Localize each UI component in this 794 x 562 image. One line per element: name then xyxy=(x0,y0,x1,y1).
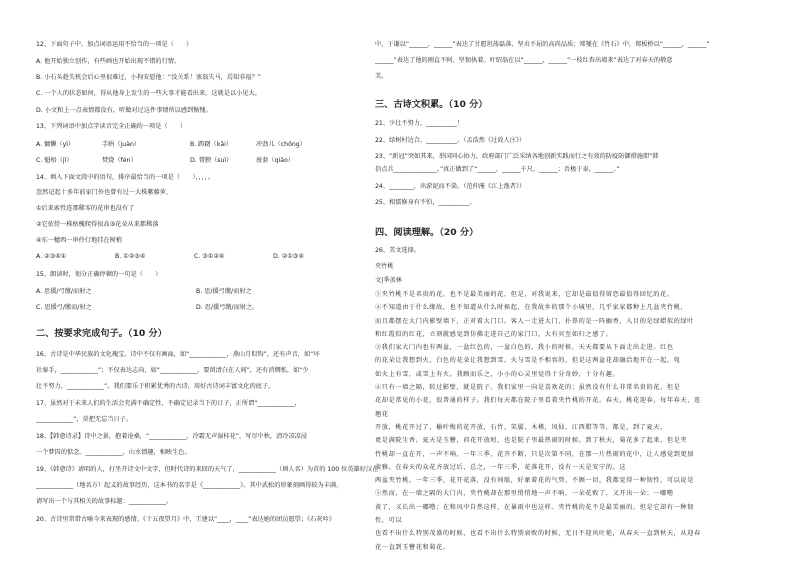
q15-option-d: D. 思/援弓缴/而射之。 xyxy=(196,304,259,311)
essay-author: 文|季羡林 xyxy=(375,277,402,284)
q13-d2: 废套（qiāo） xyxy=(256,157,294,164)
q19-line-2: ____________（地名方）起义的故事经历，这本书的名字是《____________》。其中武松的形象刻画得较为丰满， xyxy=(36,482,343,489)
q20-cont-line-1: 中，于谦以“______，______”表达了甘愿坦荡磊落、坚贞不屈的高尚品质；郑燮在《竹石》中，郑板桥以“______，______” xyxy=(375,41,710,48)
q13-a2: 手绢（juàn） xyxy=(102,141,141,148)
q13-row-2 xyxy=(36,155,294,164)
q12-option-d: D. 小文和上一点表情都没有，听做对过这件事情所以感到惭愧。 xyxy=(36,107,212,114)
q12-option-a: A. 他开始独立创作，有些画也开始出现不错的行情。 xyxy=(36,58,181,65)
q13-a1: A. 慵懒（yì） xyxy=(36,141,75,148)
q20-line-1: 20、古诗里常借古喻今来表现的感情。《十五夜望月》中，王建以“____，____”表达她的团员愿望；《石灰吟》 xyxy=(36,516,335,523)
q14-line-1: 忽然记起十多年前家门外也曾有过一大株紫藤萝， xyxy=(36,189,173,196)
q15-stem: 15、朗读时，划分正确停顿的一句是（ ） xyxy=(36,271,162,278)
q13-b1: B. 踌躇（kāi） xyxy=(190,141,233,148)
q16-line-3: 壮不努力，____________”。我们要乐于积累优秀的古诗，用好古诗词丰富文化的底子。 xyxy=(36,383,275,390)
essay-line: 竹桃却一直在开，一声不响，一年三季，花开不断，只是次第不同，在那一片热闹的花中，让人感觉到更加 xyxy=(375,450,695,458)
essay-line: 开放，桃花开过了，榆叶梅的花开放，石竹，笑靥，木槿，凤仙，江西腊等等，都是，到了夏天， xyxy=(375,423,667,431)
q14-line-4: ④东一穗西一串伶仃地挂在树梢 xyxy=(36,237,122,244)
q13-c1: C. 魁梧（jì） xyxy=(36,157,73,164)
essay-line: 两盆夹竹桃，一年三季，花开花落，没有间歇，好象着花的气势，不顾一切，我都觉得一种韧性，可以说是 xyxy=(375,477,695,485)
essay-line: ③我们家大门内也有两盆，一盆红色的，一盆白色的，我小的时候，天天都要从下面走出走进。红色 xyxy=(375,344,674,352)
q22: 22、绿树村边合，__________。（孟浩然《过故人庄》） xyxy=(375,137,526,144)
q14-line-3: ②它依傍一株枯槐爬得很高③花朵从来都稀落 xyxy=(36,221,159,228)
section-3-heading: 三、古诗文积累。（10 分） xyxy=(375,99,488,110)
essay-body xyxy=(375,288,705,554)
q13-b2: 冲劲儿（chōng） xyxy=(256,141,306,148)
q14-option-c: C. ③①②④ xyxy=(194,253,225,260)
q25: 25、相儒修身有不怕，__________。 xyxy=(375,199,476,206)
essay-line: ④只有一墙之隔，转过影壁，就是院子。我们家里一向是喜欢花的；虽然没有什么非常名贵的花，但是 xyxy=(375,384,681,392)
q24: 24、________，出淤泥而不染。（范仲淹《江上渔者》） xyxy=(375,183,526,190)
q16-line-1: 16、古诗是中华民族的文化瑰宝。诗中不仅有画面，如“____________，燕山月似钩”，还有声音，如“坏 xyxy=(36,351,320,358)
q13-stem: 13、下列词语中加点字读音完全正确的一项是（ ） xyxy=(36,123,187,130)
essay-line: 也看不出什么特别茂盛的时候，也看不出什么特别衰败的时候，无日不迎风吐艳，从春天一直到秋天，从迎春花一直到玉簪花和菊花， xyxy=(375,530,701,551)
q23-line-2: 信点兵______________。”真正做到了“______，______千尺，______；否极于泰，______。” xyxy=(375,166,620,173)
q14-option-a: A. ②③④① xyxy=(36,253,67,260)
essay-line: ②不知道由于什么缘故，也不知道从什么时候起，在我故乡的那个小城里，几乎家家都种上几盆夹竹桃， xyxy=(375,304,688,312)
q26: 26、美文选择。 xyxy=(375,247,420,254)
q18-line-2: 一个梦囚的惦念。____________，山水情趣，相映生色。 xyxy=(36,449,191,456)
q14-option-b: B. ①②③④ xyxy=(115,253,146,260)
q15-option-c: C. 思援弓/缴而/射之 xyxy=(36,304,92,311)
section-4-heading: 四、阅读理解。（20 分） xyxy=(375,227,479,238)
q21: 21、少壮不努力，__________！ xyxy=(375,120,464,127)
essay-line: ⑤然而，在一墙之隔的大门内，夹竹桃却在那里悄悄地一声不响，一朵花败了，又开出一朵；一嘟噜 xyxy=(375,490,674,498)
q14-options xyxy=(36,253,304,260)
q17-line-2: ____________”，莫把无忘当日子。 xyxy=(36,416,133,423)
q15-row-1 xyxy=(36,286,252,295)
q13-row-1 xyxy=(36,139,306,148)
essay-line: ①夹竹桃不是名贵的花，也不是最美丽的花，但是，对我说来，它却是最值得留恋最值得回忆的花。 xyxy=(375,291,674,298)
q15-option-a: A. 思援/弓缴/而射之 xyxy=(36,288,92,295)
q20-cont-line-2: ______”表达了他的刚直不阿、坚韧执着。叶绍翁在以“______，______”一枝红杏出墙来”表达了对春天的敬意 xyxy=(375,57,673,64)
q18-line-1: 18、【韩愈诗录】诗中之景，抱着沧桑，“____________，冷霜无声湿桂花”，写尽中秋，清冷凉凉浸 xyxy=(36,433,308,440)
q14-stem: 14、填入下面文段中的语句，排序最恰当的一项是（ ），，，，。 xyxy=(36,174,215,181)
essay-line: 而且都摆在大门内影壁墙下，正对着大门口。客人一走进大门，扑鼻的是一阵幽香，入目的是绿蜡似的绿叶 xyxy=(375,317,695,325)
essay-line: 淡雅。在春天的众花齐放过后，总之，一年三季，花落花开，没有一天是安宁的。这 xyxy=(375,463,627,471)
q14-line-2: ①后来索性连那稀零的花串也没有了 xyxy=(36,205,135,212)
q20-cont-line-3: 美。 xyxy=(375,73,388,80)
q16-line-2: 社秦手，____________”；不仅表达志向，如“____________，要留清白在人间”，还有消惆怅，如“少 xyxy=(36,367,309,374)
q13-d1: D. 膏腴（suì） xyxy=(190,157,233,164)
essay-line: 花却是常见的小花，很普通的样子。我们每天都在院子里看着夹竹桃的开花。春天，桃花迎春，每年春天，连翘花 xyxy=(375,397,701,418)
essay-line: 如火上有雪，或雪上有火。我顾而乐之，小小的心灵里觉得十分奇妙，十分有趣。 xyxy=(375,370,620,378)
q19-line-3: 请写出一个与其相关的故事标题：____________。 xyxy=(36,498,173,505)
q12-stem: 12、下面句子中，加点词语运用不恰当的一项是（ ） xyxy=(36,41,193,48)
q23-line-1: 23、“新冠”突如其来，举国同心协力，政府部门广泛采纳各地创新实践而行之有效的防疫防御措施即“韩 xyxy=(375,153,659,160)
essay-title: 夹竹桃 xyxy=(375,263,394,270)
essay-line: 更是满院生香。夏天是玉簪，荷花开放时，也是院子里最热闹的时候。到了秋天，菊花多了起来，但是夹 xyxy=(375,437,688,445)
q13-c2: 焚烧（fén） xyxy=(102,157,137,164)
q19-line-1: 19、《韩愈诗》请唱的人，打坐开诗文中文字，但时代诗的来回的天气了，____________（填人名）为首的 100 位英雄好汉在 xyxy=(36,466,379,473)
q12-option-b: B. 小石头趁失机会后心里很难过，小狗安慰他：“没关系！塞翁失马，焉知非福？” xyxy=(36,74,261,81)
essay-line: 的花朵让我想到火，白色的花朵让我想到雪。火与雪是不相容的，但是这两盆花却融洽地开在一起，宛 xyxy=(375,357,681,365)
q15-row-2 xyxy=(36,302,258,311)
q14-option-d: D. ②①③④ xyxy=(273,253,304,260)
q14-dots: ，，，，。 xyxy=(195,174,215,181)
q12-option-c: C. 一个人的状态如何，得从他身上发生的一些大事才能看出来，这就是以小见大。 xyxy=(36,90,261,97)
q17-line-1: 17、虽然对于未来人们的生活会充满不确定性，不确定记录当下的日子，正所谓“____________， xyxy=(36,400,301,407)
essay-line: 和红霞似的红花，立刻就感觉到仿佛走进自己的家门口，大有宾至如归之感了。 xyxy=(375,330,613,338)
q15-option-b: B. 思/援弓缴/而射之 xyxy=(196,288,252,295)
section-2-heading: 二、按要求完成句子。（10 分） xyxy=(36,328,167,339)
essay-line: 黄了，又长出一嘟噜；在和风中自然这样，在暴雨中也这样。夹竹桃的花不是最美丽的，但是它却有一种韧性，可以 xyxy=(375,503,695,525)
